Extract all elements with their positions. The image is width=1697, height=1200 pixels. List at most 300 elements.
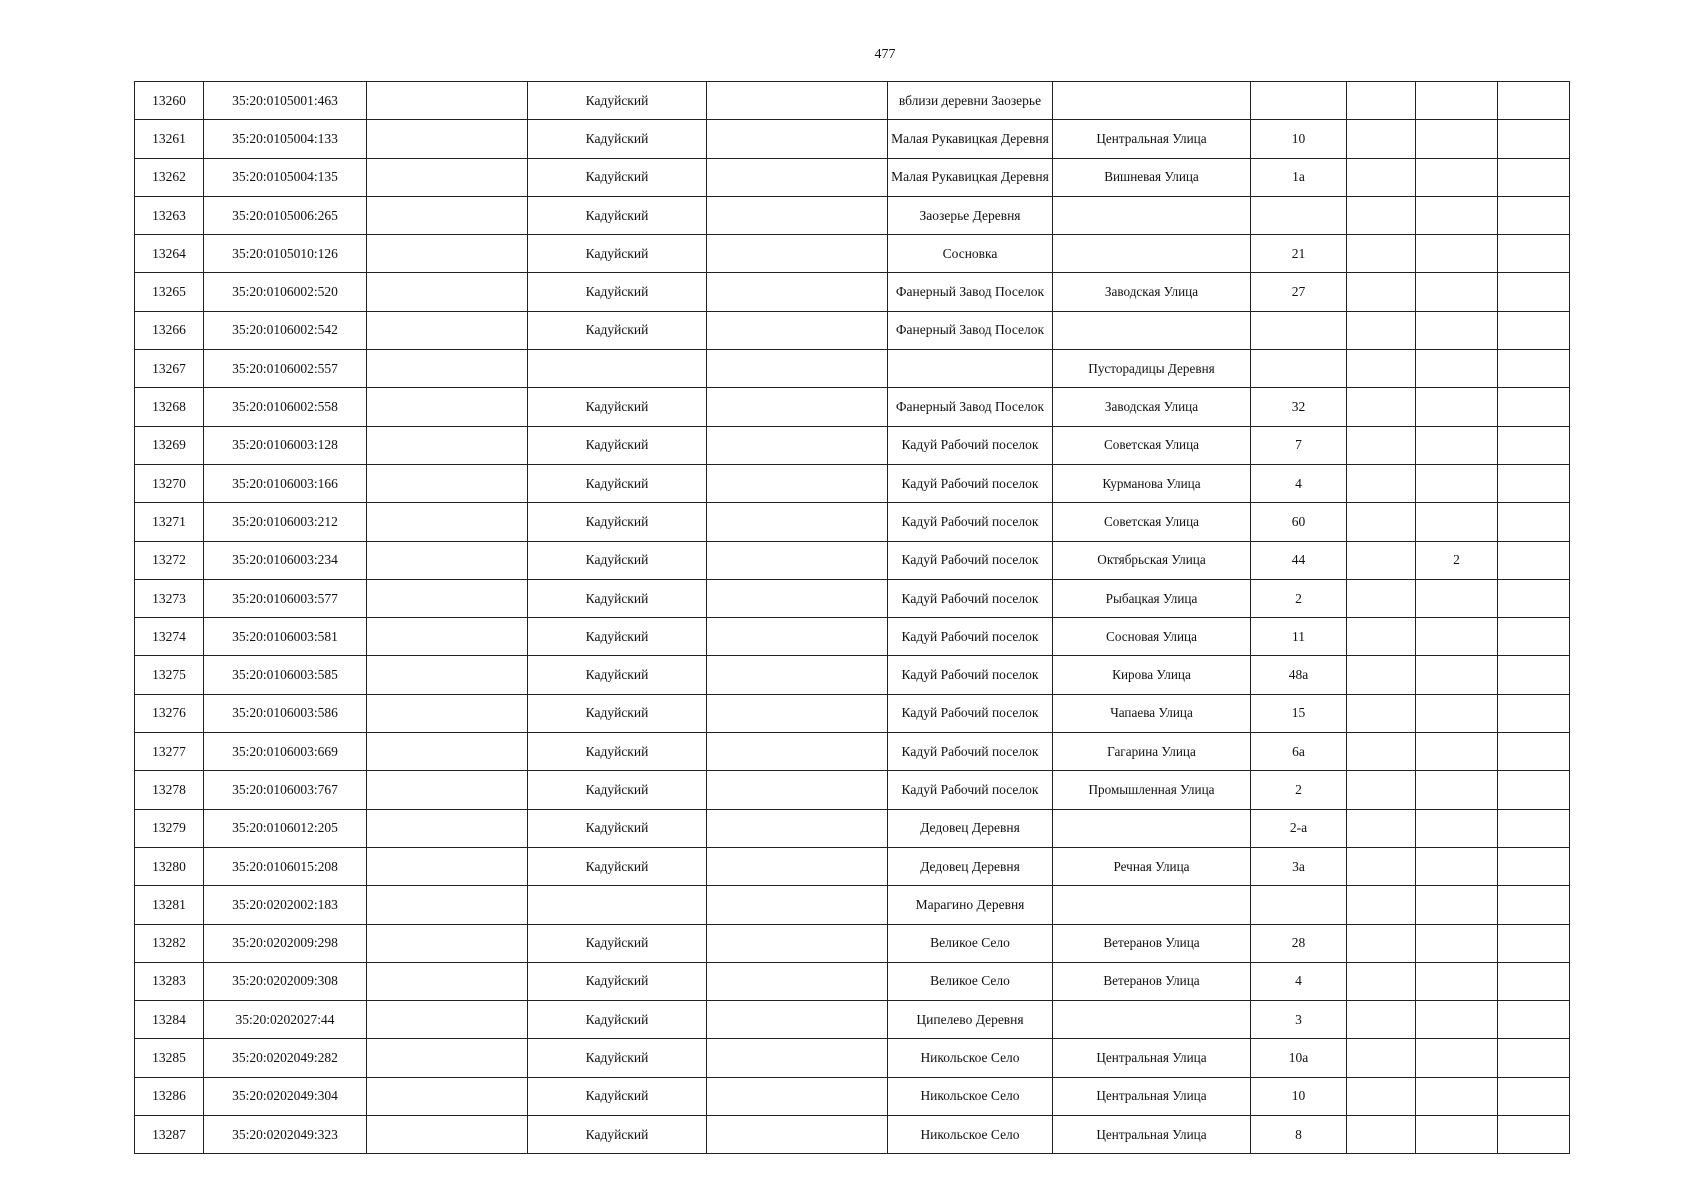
row-number-cell: 13260 — [135, 82, 204, 120]
locality-cell: Никольское Село — [888, 1077, 1053, 1115]
locality-cell: Дедовец Деревня — [888, 847, 1053, 885]
district-cell: Кадуйский — [528, 120, 707, 158]
row-number-cell: 13286 — [135, 1077, 204, 1115]
page-number: 477 — [874, 47, 896, 62]
blank-cell — [707, 541, 888, 579]
locality-cell: Сосновка — [888, 235, 1053, 273]
blank-cell — [707, 579, 888, 617]
blank-cell — [367, 82, 528, 120]
extra-cell — [1498, 235, 1570, 273]
locality-cell: Кадуй Рабочий поселок — [888, 618, 1053, 656]
table-body — [135, 82, 1570, 1154]
extra-cell — [1347, 694, 1416, 732]
blank-cell — [707, 503, 888, 541]
extra-cell — [1347, 388, 1416, 426]
blank-cell — [707, 847, 888, 885]
blank-cell — [707, 962, 888, 1000]
extra-cell — [1498, 771, 1570, 809]
extra-cell — [1416, 733, 1498, 771]
extra-cell — [1347, 809, 1416, 847]
locality-cell: Заозерье Деревня — [888, 196, 1053, 234]
cadastral-number-cell: 35:20:0106012:205 — [204, 809, 367, 847]
extra-cell — [1347, 350, 1416, 388]
cadastral-number-cell: 35:20:0106003:212 — [204, 503, 367, 541]
district-cell: Кадуйский — [528, 388, 707, 426]
district-cell: Кадуйский — [528, 311, 707, 349]
district-cell: Кадуйский — [528, 158, 707, 196]
district-cell: Кадуйский — [528, 962, 707, 1000]
table-row — [135, 158, 1570, 196]
extra-cell — [1416, 235, 1498, 273]
extra-cell — [1498, 426, 1570, 464]
locality-cell: Ципелево Деревня — [888, 1001, 1053, 1039]
extra-cell — [1347, 886, 1416, 924]
district-cell: Кадуйский — [528, 273, 707, 311]
cadastral-number-cell: 35:20:0106003:128 — [204, 426, 367, 464]
cadastral-number-cell: 35:20:0106003:577 — [204, 579, 367, 617]
district-cell: Кадуйский — [528, 733, 707, 771]
house-number-cell: 10 — [1251, 120, 1347, 158]
street-cell: Центральная Улица — [1053, 1077, 1251, 1115]
extra-cell — [1498, 1039, 1570, 1077]
extra-cell — [1347, 847, 1416, 885]
locality-cell — [888, 350, 1053, 388]
row-number-cell: 13268 — [135, 388, 204, 426]
locality-cell: Фанерный Завод Поселок — [888, 273, 1053, 311]
locality-cell: Кадуй Рабочий поселок — [888, 426, 1053, 464]
extra-cell — [1347, 541, 1416, 579]
blank-cell — [707, 426, 888, 464]
extra-cell — [1416, 82, 1498, 120]
blank-cell — [367, 311, 528, 349]
street-cell — [1053, 809, 1251, 847]
blank-cell — [707, 350, 888, 388]
blank-cell — [367, 464, 528, 502]
row-number-cell: 13263 — [135, 196, 204, 234]
extra-cell — [1498, 541, 1570, 579]
extra-cell — [1498, 1077, 1570, 1115]
house-number-cell: 44 — [1251, 541, 1347, 579]
blank-cell — [367, 503, 528, 541]
district-cell: Кадуйский — [528, 656, 707, 694]
row-number-cell: 13279 — [135, 809, 204, 847]
blank-cell — [707, 235, 888, 273]
table-row — [135, 82, 1570, 120]
cadastral-number-cell: 35:20:0106003:585 — [204, 656, 367, 694]
house-number-cell: 4 — [1251, 464, 1347, 502]
cadastral-number-cell: 35:20:0106003:581 — [204, 618, 367, 656]
house-number-cell: 2-а — [1251, 809, 1347, 847]
extra-cell — [1416, 1077, 1498, 1115]
district-cell: Кадуйский — [528, 1116, 707, 1154]
blank-cell — [707, 1001, 888, 1039]
extra-cell — [1416, 579, 1498, 617]
locality-cell: Дедовец Деревня — [888, 809, 1053, 847]
table-row — [135, 311, 1570, 349]
blank-cell — [367, 273, 528, 311]
extra-cell — [1416, 503, 1498, 541]
table-row — [135, 1077, 1570, 1115]
row-number-cell: 13287 — [135, 1116, 204, 1154]
table-row — [135, 579, 1570, 617]
cadastral-number-cell: 35:20:0106002:520 — [204, 273, 367, 311]
extra-cell — [1347, 1001, 1416, 1039]
street-cell — [1053, 1001, 1251, 1039]
extra-cell — [1416, 847, 1498, 885]
row-number-cell: 13285 — [135, 1039, 204, 1077]
district-cell: Кадуйский — [528, 847, 707, 885]
district-cell: Кадуйский — [528, 1001, 707, 1039]
extra-cell — [1416, 464, 1498, 502]
blank-cell — [367, 388, 528, 426]
table-row — [135, 273, 1570, 311]
blank-cell — [367, 886, 528, 924]
blank-cell — [707, 1039, 888, 1077]
row-number-cell: 13274 — [135, 618, 204, 656]
street-cell: Ветеранов Улица — [1053, 924, 1251, 962]
locality-cell: Великое Село — [888, 924, 1053, 962]
blank-cell — [367, 1077, 528, 1115]
house-number-cell — [1251, 886, 1347, 924]
extra-cell — [1347, 196, 1416, 234]
house-number-cell: 21 — [1251, 235, 1347, 273]
cadastral-number-cell: 35:20:0202027:44 — [204, 1001, 367, 1039]
locality-cell: Фанерный Завод Поселок — [888, 388, 1053, 426]
extra-cell — [1347, 579, 1416, 617]
table-row — [135, 847, 1570, 885]
house-number-cell: 10а — [1251, 1039, 1347, 1077]
house-number-cell: 1а — [1251, 158, 1347, 196]
district-cell: Кадуйский — [528, 541, 707, 579]
table-row — [135, 503, 1570, 541]
street-cell: Центральная Улица — [1053, 120, 1251, 158]
extra-cell — [1347, 924, 1416, 962]
locality-cell: Великое Село — [888, 962, 1053, 1000]
extra-cell — [1416, 1116, 1498, 1154]
street-cell: Заводская Улица — [1053, 388, 1251, 426]
street-cell — [1053, 82, 1251, 120]
district-cell: Кадуйский — [528, 618, 707, 656]
house-number-cell: 7 — [1251, 426, 1347, 464]
house-number-cell: 10 — [1251, 1077, 1347, 1115]
table-row — [135, 541, 1570, 579]
cadastral-number-cell: 35:20:0105004:133 — [204, 120, 367, 158]
table-row — [135, 886, 1570, 924]
extra-cell — [1416, 924, 1498, 962]
blank-cell — [367, 196, 528, 234]
blank-cell — [707, 273, 888, 311]
row-number-cell: 13271 — [135, 503, 204, 541]
street-cell: Советская Улица — [1053, 503, 1251, 541]
locality-cell: Малая Рукавицкая Деревня — [888, 158, 1053, 196]
cadastral-number-cell: 35:20:0106002:542 — [204, 311, 367, 349]
table-row — [135, 464, 1570, 502]
locality-cell: Малая Рукавицкая Деревня — [888, 120, 1053, 158]
blank-cell — [707, 733, 888, 771]
extra-cell — [1498, 962, 1570, 1000]
blank-cell — [707, 771, 888, 809]
blank-cell — [707, 158, 888, 196]
cadastral-number-cell: 35:20:0106003:586 — [204, 694, 367, 732]
row-number-cell: 13278 — [135, 771, 204, 809]
extra-cell — [1498, 196, 1570, 234]
blank-cell — [707, 924, 888, 962]
blank-cell — [367, 618, 528, 656]
extra-cell — [1347, 771, 1416, 809]
row-number-cell: 13282 — [135, 924, 204, 962]
street-cell: Рыбацкая Улица — [1053, 579, 1251, 617]
extra-cell — [1347, 311, 1416, 349]
house-number-cell: 6а — [1251, 733, 1347, 771]
blank-cell — [707, 388, 888, 426]
table-row — [135, 1039, 1570, 1077]
extra-cell — [1347, 1039, 1416, 1077]
cadastral-number-cell: 35:20:0202009:308 — [204, 962, 367, 1000]
house-number-cell — [1251, 311, 1347, 349]
blank-cell — [707, 82, 888, 120]
cadastral-number-cell: 35:20:0105006:265 — [204, 196, 367, 234]
street-cell: Гагарина Улица — [1053, 733, 1251, 771]
blank-cell — [367, 426, 528, 464]
cadastral-number-cell: 35:20:0202049:304 — [204, 1077, 367, 1115]
extra-cell — [1416, 694, 1498, 732]
street-cell: Советская Улица — [1053, 426, 1251, 464]
extra-cell — [1498, 273, 1570, 311]
extra-cell — [1347, 1077, 1416, 1115]
row-number-cell: 13284 — [135, 1001, 204, 1039]
house-number-cell: 4 — [1251, 962, 1347, 1000]
extra-cell — [1416, 886, 1498, 924]
extra-cell — [1498, 733, 1570, 771]
extra-cell — [1498, 694, 1570, 732]
cadastral-number-cell: 35:20:0105010:126 — [204, 235, 367, 273]
street-cell: Заводская Улица — [1053, 273, 1251, 311]
district-cell — [528, 350, 707, 388]
registry-table — [134, 81, 1570, 1154]
table-row — [135, 694, 1570, 732]
street-cell: Сосновая Улица — [1053, 618, 1251, 656]
street-cell: Курманова Улица — [1053, 464, 1251, 502]
locality-cell: Никольское Село — [888, 1039, 1053, 1077]
blank-cell — [707, 196, 888, 234]
extra-cell — [1498, 350, 1570, 388]
table-row — [135, 924, 1570, 962]
table-row — [135, 235, 1570, 273]
extra-cell — [1498, 847, 1570, 885]
extra-cell — [1416, 120, 1498, 158]
row-number-cell: 13262 — [135, 158, 204, 196]
extra-cell — [1416, 618, 1498, 656]
blank-cell — [707, 618, 888, 656]
extra-cell — [1416, 1001, 1498, 1039]
row-number-cell: 13277 — [135, 733, 204, 771]
locality-cell: Кадуй Рабочий поселок — [888, 541, 1053, 579]
table-row — [135, 618, 1570, 656]
table-row — [135, 809, 1570, 847]
extra-cell — [1347, 1116, 1416, 1154]
extra-cell — [1416, 809, 1498, 847]
cadastral-number-cell: 35:20:0105001:463 — [204, 82, 367, 120]
row-number-cell: 13265 — [135, 273, 204, 311]
street-cell — [1053, 235, 1251, 273]
district-cell: Кадуйский — [528, 579, 707, 617]
locality-cell: Кадуй Рабочий поселок — [888, 733, 1053, 771]
street-cell — [1053, 311, 1251, 349]
table-row — [135, 350, 1570, 388]
extra-cell — [1416, 196, 1498, 234]
table-row — [135, 656, 1570, 694]
blank-cell — [707, 1116, 888, 1154]
extra-cell — [1498, 388, 1570, 426]
blank-cell — [367, 733, 528, 771]
house-number-cell — [1251, 82, 1347, 120]
extra-cell — [1498, 158, 1570, 196]
extra-cell — [1347, 733, 1416, 771]
house-number-cell: 48а — [1251, 656, 1347, 694]
blank-cell — [707, 120, 888, 158]
house-number-cell: 32 — [1251, 388, 1347, 426]
row-number-cell: 13264 — [135, 235, 204, 273]
extra-cell — [1347, 426, 1416, 464]
blank-cell — [367, 771, 528, 809]
cadastral-number-cell: 35:20:0202002:183 — [204, 886, 367, 924]
table-row — [135, 196, 1570, 234]
extra-cell — [1347, 962, 1416, 1000]
blank-cell — [707, 809, 888, 847]
row-number-cell: 13269 — [135, 426, 204, 464]
row-number-cell: 13281 — [135, 886, 204, 924]
cadastral-number-cell: 35:20:0202049:282 — [204, 1039, 367, 1077]
extra-cell — [1416, 656, 1498, 694]
row-number-cell: 13273 — [135, 579, 204, 617]
locality-cell: Кадуй Рабочий поселок — [888, 694, 1053, 732]
street-cell: Октябрьская Улица — [1053, 541, 1251, 579]
extra-cell — [1416, 426, 1498, 464]
locality-cell: Кадуй Рабочий поселок — [888, 579, 1053, 617]
cadastral-number-cell: 35:20:0202009:298 — [204, 924, 367, 962]
table-row — [135, 733, 1570, 771]
extra-cell — [1347, 618, 1416, 656]
extra-cell: 2 — [1416, 541, 1498, 579]
extra-cell — [1347, 120, 1416, 158]
extra-cell — [1347, 158, 1416, 196]
extra-cell — [1416, 158, 1498, 196]
cadastral-number-cell: 35:20:0106002:558 — [204, 388, 367, 426]
extra-cell — [1498, 311, 1570, 349]
street-cell: Пусторадицы Деревня — [1053, 350, 1251, 388]
street-cell: Промышленная Улица — [1053, 771, 1251, 809]
district-cell: Кадуйский — [528, 771, 707, 809]
blank-cell — [367, 962, 528, 1000]
blank-cell — [367, 350, 528, 388]
cadastral-number-cell: 35:20:0106003:767 — [204, 771, 367, 809]
blank-cell — [367, 656, 528, 694]
row-number-cell: 13280 — [135, 847, 204, 885]
street-cell: Вишневая Улица — [1053, 158, 1251, 196]
cadastral-number-cell: 35:20:0106003:166 — [204, 464, 367, 502]
cadastral-number-cell: 35:20:0106002:557 — [204, 350, 367, 388]
blank-cell — [367, 809, 528, 847]
house-number-cell — [1251, 350, 1347, 388]
district-cell: Кадуйский — [528, 1077, 707, 1115]
table-row — [135, 426, 1570, 464]
row-number-cell: 13261 — [135, 120, 204, 158]
blank-cell — [367, 924, 528, 962]
house-number-cell — [1251, 196, 1347, 234]
extra-cell — [1498, 1001, 1570, 1039]
locality-cell: Кадуй Рабочий поселок — [888, 464, 1053, 502]
blank-cell — [367, 1116, 528, 1154]
extra-cell — [1498, 464, 1570, 502]
street-cell: Речная Улица — [1053, 847, 1251, 885]
blank-cell — [367, 579, 528, 617]
locality-cell: Фанерный Завод Поселок — [888, 311, 1053, 349]
street-cell: Центральная Улица — [1053, 1039, 1251, 1077]
extra-cell — [1416, 771, 1498, 809]
house-number-cell: 27 — [1251, 273, 1347, 311]
row-number-cell: 13272 — [135, 541, 204, 579]
blank-cell — [707, 886, 888, 924]
blank-cell — [367, 847, 528, 885]
street-cell — [1053, 886, 1251, 924]
locality-cell: вблизи деревни Заозерье — [888, 82, 1053, 120]
extra-cell — [1498, 82, 1570, 120]
blank-cell — [707, 464, 888, 502]
blank-cell — [367, 694, 528, 732]
district-cell: Кадуйский — [528, 924, 707, 962]
house-number-cell: 8 — [1251, 1116, 1347, 1154]
extra-cell — [1416, 273, 1498, 311]
extra-cell — [1416, 311, 1498, 349]
extra-cell — [1347, 503, 1416, 541]
house-number-cell: 15 — [1251, 694, 1347, 732]
blank-cell — [367, 235, 528, 273]
table-row — [135, 962, 1570, 1000]
district-cell: Кадуйский — [528, 809, 707, 847]
street-cell — [1053, 196, 1251, 234]
extra-cell — [1416, 350, 1498, 388]
street-cell: Ветеранов Улица — [1053, 962, 1251, 1000]
table-row — [135, 120, 1570, 158]
extra-cell — [1347, 235, 1416, 273]
row-number-cell: 13275 — [135, 656, 204, 694]
house-number-cell: 2 — [1251, 771, 1347, 809]
cadastral-number-cell: 35:20:0106003:234 — [204, 541, 367, 579]
district-cell: Кадуйский — [528, 503, 707, 541]
district-cell: Кадуйский — [528, 196, 707, 234]
cadastral-number-cell: 35:20:0202049:323 — [204, 1116, 367, 1154]
cadastral-number-cell: 35:20:0106003:669 — [204, 733, 367, 771]
district-cell: Кадуйский — [528, 426, 707, 464]
street-cell: Центральная Улица — [1053, 1116, 1251, 1154]
cadastral-number-cell: 35:20:0105004:135 — [204, 158, 367, 196]
table-row — [135, 388, 1570, 426]
locality-cell: Кадуй Рабочий поселок — [888, 771, 1053, 809]
row-number-cell: 13276 — [135, 694, 204, 732]
district-cell: Кадуйский — [528, 694, 707, 732]
extra-cell — [1347, 464, 1416, 502]
extra-cell — [1347, 656, 1416, 694]
blank-cell — [367, 120, 528, 158]
street-cell: Чапаева Улица — [1053, 694, 1251, 732]
extra-cell — [1498, 809, 1570, 847]
house-number-cell: 2 — [1251, 579, 1347, 617]
blank-cell — [367, 1039, 528, 1077]
table-row — [135, 771, 1570, 809]
district-cell: Кадуйский — [528, 464, 707, 502]
locality-cell: Кадуй Рабочий поселок — [888, 503, 1053, 541]
house-number-cell: 3а — [1251, 847, 1347, 885]
